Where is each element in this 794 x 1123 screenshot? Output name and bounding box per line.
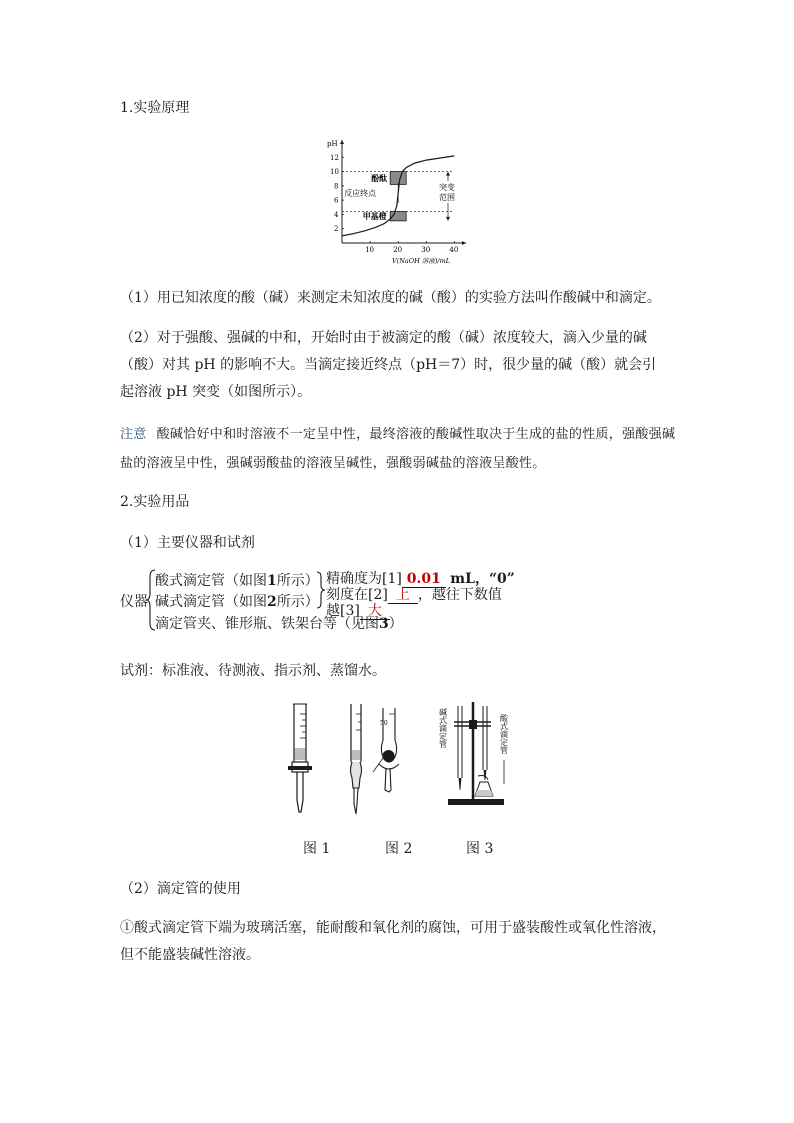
y-axis-label: pH (327, 140, 338, 148)
x-axis-arrow-icon (462, 241, 466, 245)
indicator-label: 酚酞 (371, 173, 388, 183)
instruments-block (120, 567, 520, 637)
y-tick-label: 8 (334, 182, 339, 191)
figure-caption-2: 图 2 (385, 841, 413, 857)
fig3-right-label: 酸式滴定管 (499, 714, 509, 754)
x-tick-label: 30 (421, 246, 431, 254)
x-tick-label: 40 (449, 246, 459, 254)
titration-curve-chart (326, 136, 476, 266)
y-tick-label: 2 (334, 225, 339, 234)
indicator-range-box (390, 172, 406, 185)
other-instruments-item: 滴定管夹、锥形瓶、铁架台等（见图3） (155, 616, 403, 632)
note-text: 酸碱恰好中和时溶液不一定呈中性，最终溶液的酸碱性取决于生成的盐的性质，强酸强碱盐的溶液呈中性，强碱弱酸盐的溶液呈碱性，强酸弱碱盐的溶液呈酸性。 (120, 427, 676, 471)
acid-burette-item: 酸式滴定管（如图1所示） (155, 573, 319, 589)
fig3-left-label: 碱式滴定管 (438, 708, 448, 748)
acid-burette-figure (285, 700, 315, 820)
paragraph-principle: （2）对于强酸、强碱的中和，开始时由于被滴定的酸（碱）浓度较大，滴入少量的碱（酸）对其 pH 的影响不大。当滴定接近终点（pH＝7）时，很少量的碱（酸）就会引起溶液 pH 突变（如图所示）。 (120, 330, 657, 400)
instruments-label: 仪器 (120, 594, 148, 610)
bigger-line: 越[3] 大 (326, 603, 390, 620)
endpoint-label: 反应终点 (344, 189, 377, 198)
note-block (120, 420, 680, 478)
x-axis-label: V(NaOH 溶液)/mL (392, 257, 451, 265)
x-tick-label: 20 (393, 246, 403, 254)
y-tick-label: 4 (334, 210, 339, 219)
y-tick-label: 10 (330, 168, 339, 177)
y-tick-label: 6 (334, 196, 339, 205)
paragraph-definition: （1）用已知浓度的酸（碱）来测定未知浓度的碱（酸）的实验方法叫作酸碱中和滴定。 (120, 290, 661, 306)
base-burette-item: 碱式滴定管（如图2所示） (155, 594, 319, 610)
titration-stand-figure (436, 700, 521, 810)
scale-line: 刻度在[2] 上 ，越往下数值 (326, 587, 502, 603)
x-tick-label: 10 (365, 246, 375, 254)
reagents-line: 试剂：标准液、待测液、指示剂、蒸馏水。 (120, 663, 386, 679)
paragraph-acid-burette: ①酸式滴定管下端为玻璃活塞，能耐酸和氧化剂的腐蚀，可用于盛装酸性或氧化性溶液，但不能盛装碱性溶液。 (120, 920, 666, 963)
answer-2: 上 (388, 587, 418, 604)
base-burette-figure (343, 700, 413, 822)
y-axis-arrow-icon (340, 140, 344, 144)
figure-caption-3: 图 3 (466, 841, 494, 857)
subheading-instruments: （1）主要仪器和试剂 (120, 535, 255, 551)
jump-label-2: 范围 (439, 193, 455, 202)
indicator-label: 甲基橙 (362, 211, 387, 222)
figure-caption-1: 图 1 (303, 841, 331, 857)
jump-arrow-up-icon (446, 172, 450, 176)
note-label: 注意 (120, 427, 147, 442)
subheading-burette-usage: （2）滴定管的使用 (120, 881, 241, 897)
answer-3: 大 (360, 603, 390, 620)
precision-line: 精确度为[1] 0.01 mL，“0” (326, 571, 515, 587)
fig2-scale-mark: 50 (380, 720, 388, 727)
jump-arrow-down-icon (446, 217, 450, 221)
right-brace-icon (316, 571, 326, 609)
y-tick-label: 12 (330, 153, 339, 162)
section-heading-1: 1.实验原理 (120, 100, 190, 116)
answer-1: 0.01 (402, 571, 446, 588)
section-heading-2: 2.实验用品 (120, 494, 190, 510)
jump-label-1: 突变 (439, 183, 455, 192)
